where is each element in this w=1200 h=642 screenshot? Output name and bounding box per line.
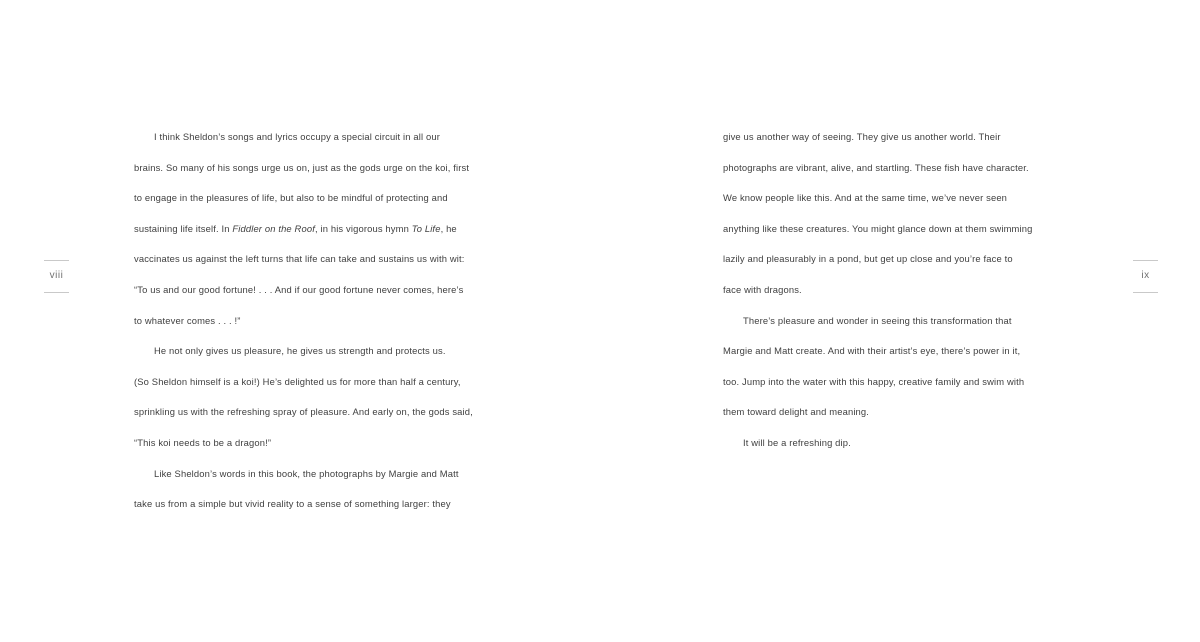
text-line: give us another way of seeing. They give us another world. Their bbox=[723, 131, 1001, 142]
text-line: lazily and pleasurably in a pond, but get up close and you’re face to bbox=[723, 253, 1013, 265]
text-segment: , he bbox=[440, 222, 457, 234]
text-line: It will be a refreshing dip. bbox=[743, 436, 851, 448]
text-line: I think Sheldon’s songs and lyrics occupy a special circuit in all our bbox=[154, 131, 440, 142]
right-page-text bbox=[723, 122, 1043, 459]
text-line: too. Jump into the water with this happy, creative family and swim with bbox=[723, 375, 1025, 387]
text-segment: , in his vigorous hymn bbox=[314, 222, 412, 234]
page-number-left: viii bbox=[44, 260, 69, 293]
text-line: to engage in the pleasures of life, but also to be mindful of protecting and bbox=[134, 192, 448, 204]
right-page bbox=[600, 0, 1200, 642]
text-line: face with dragons. bbox=[723, 283, 802, 295]
text-line: them toward delight and meaning. bbox=[723, 406, 870, 418]
left-page-text bbox=[134, 122, 484, 520]
text-line: He not only gives us pleasure, he gives us strength and protects us. bbox=[154, 345, 446, 357]
text-line: (So Sheldon himself is a koi!) He’s delighted us for more than half a century, bbox=[134, 375, 461, 387]
text-line bbox=[134, 214, 484, 245]
text-line: sprinkling us with the refreshing spray of pleasure. And early on, the gods said, bbox=[134, 406, 473, 418]
text-line: Like Sheldon’s words in this book, the photographs by Margie and Matt bbox=[154, 467, 459, 479]
text-line: vaccinates us against the left turns that life can take and sustains us with wit: bbox=[134, 253, 465, 265]
italic-title: Fiddler on the Roof bbox=[232, 222, 315, 234]
text-line: There’s pleasure and wonder in seeing this transformation that bbox=[743, 314, 1012, 326]
text-segment: sustaining life itself. In bbox=[134, 222, 233, 234]
text-line: anything like these creatures. You might glance down at them swimming bbox=[723, 222, 1033, 234]
text-line: Margie and Matt create. And with their artist’s eye, there’s power in it, bbox=[723, 345, 1021, 357]
text-line: brains. So many of his songs urge us on, just as the gods urge on the koi, first bbox=[134, 161, 470, 173]
text-line: take us from a simple but vivid reality to a sense of something larger: they bbox=[134, 498, 451, 510]
italic-title: To Life bbox=[411, 222, 441, 234]
text-line: We know people like this. And at the same time, we’ve never seen bbox=[723, 192, 1008, 204]
text-line: to whatever comes . . . !” bbox=[134, 314, 241, 326]
text-line: “To us and our good fortune! . . . And if our good fortune never comes, here’s bbox=[134, 283, 464, 295]
page-number-right: ix bbox=[1133, 260, 1158, 293]
text-line: “This koi needs to be a dragon!” bbox=[134, 436, 272, 448]
text-line: photographs are vibrant, alive, and startling. These fish have character. bbox=[723, 161, 1029, 173]
